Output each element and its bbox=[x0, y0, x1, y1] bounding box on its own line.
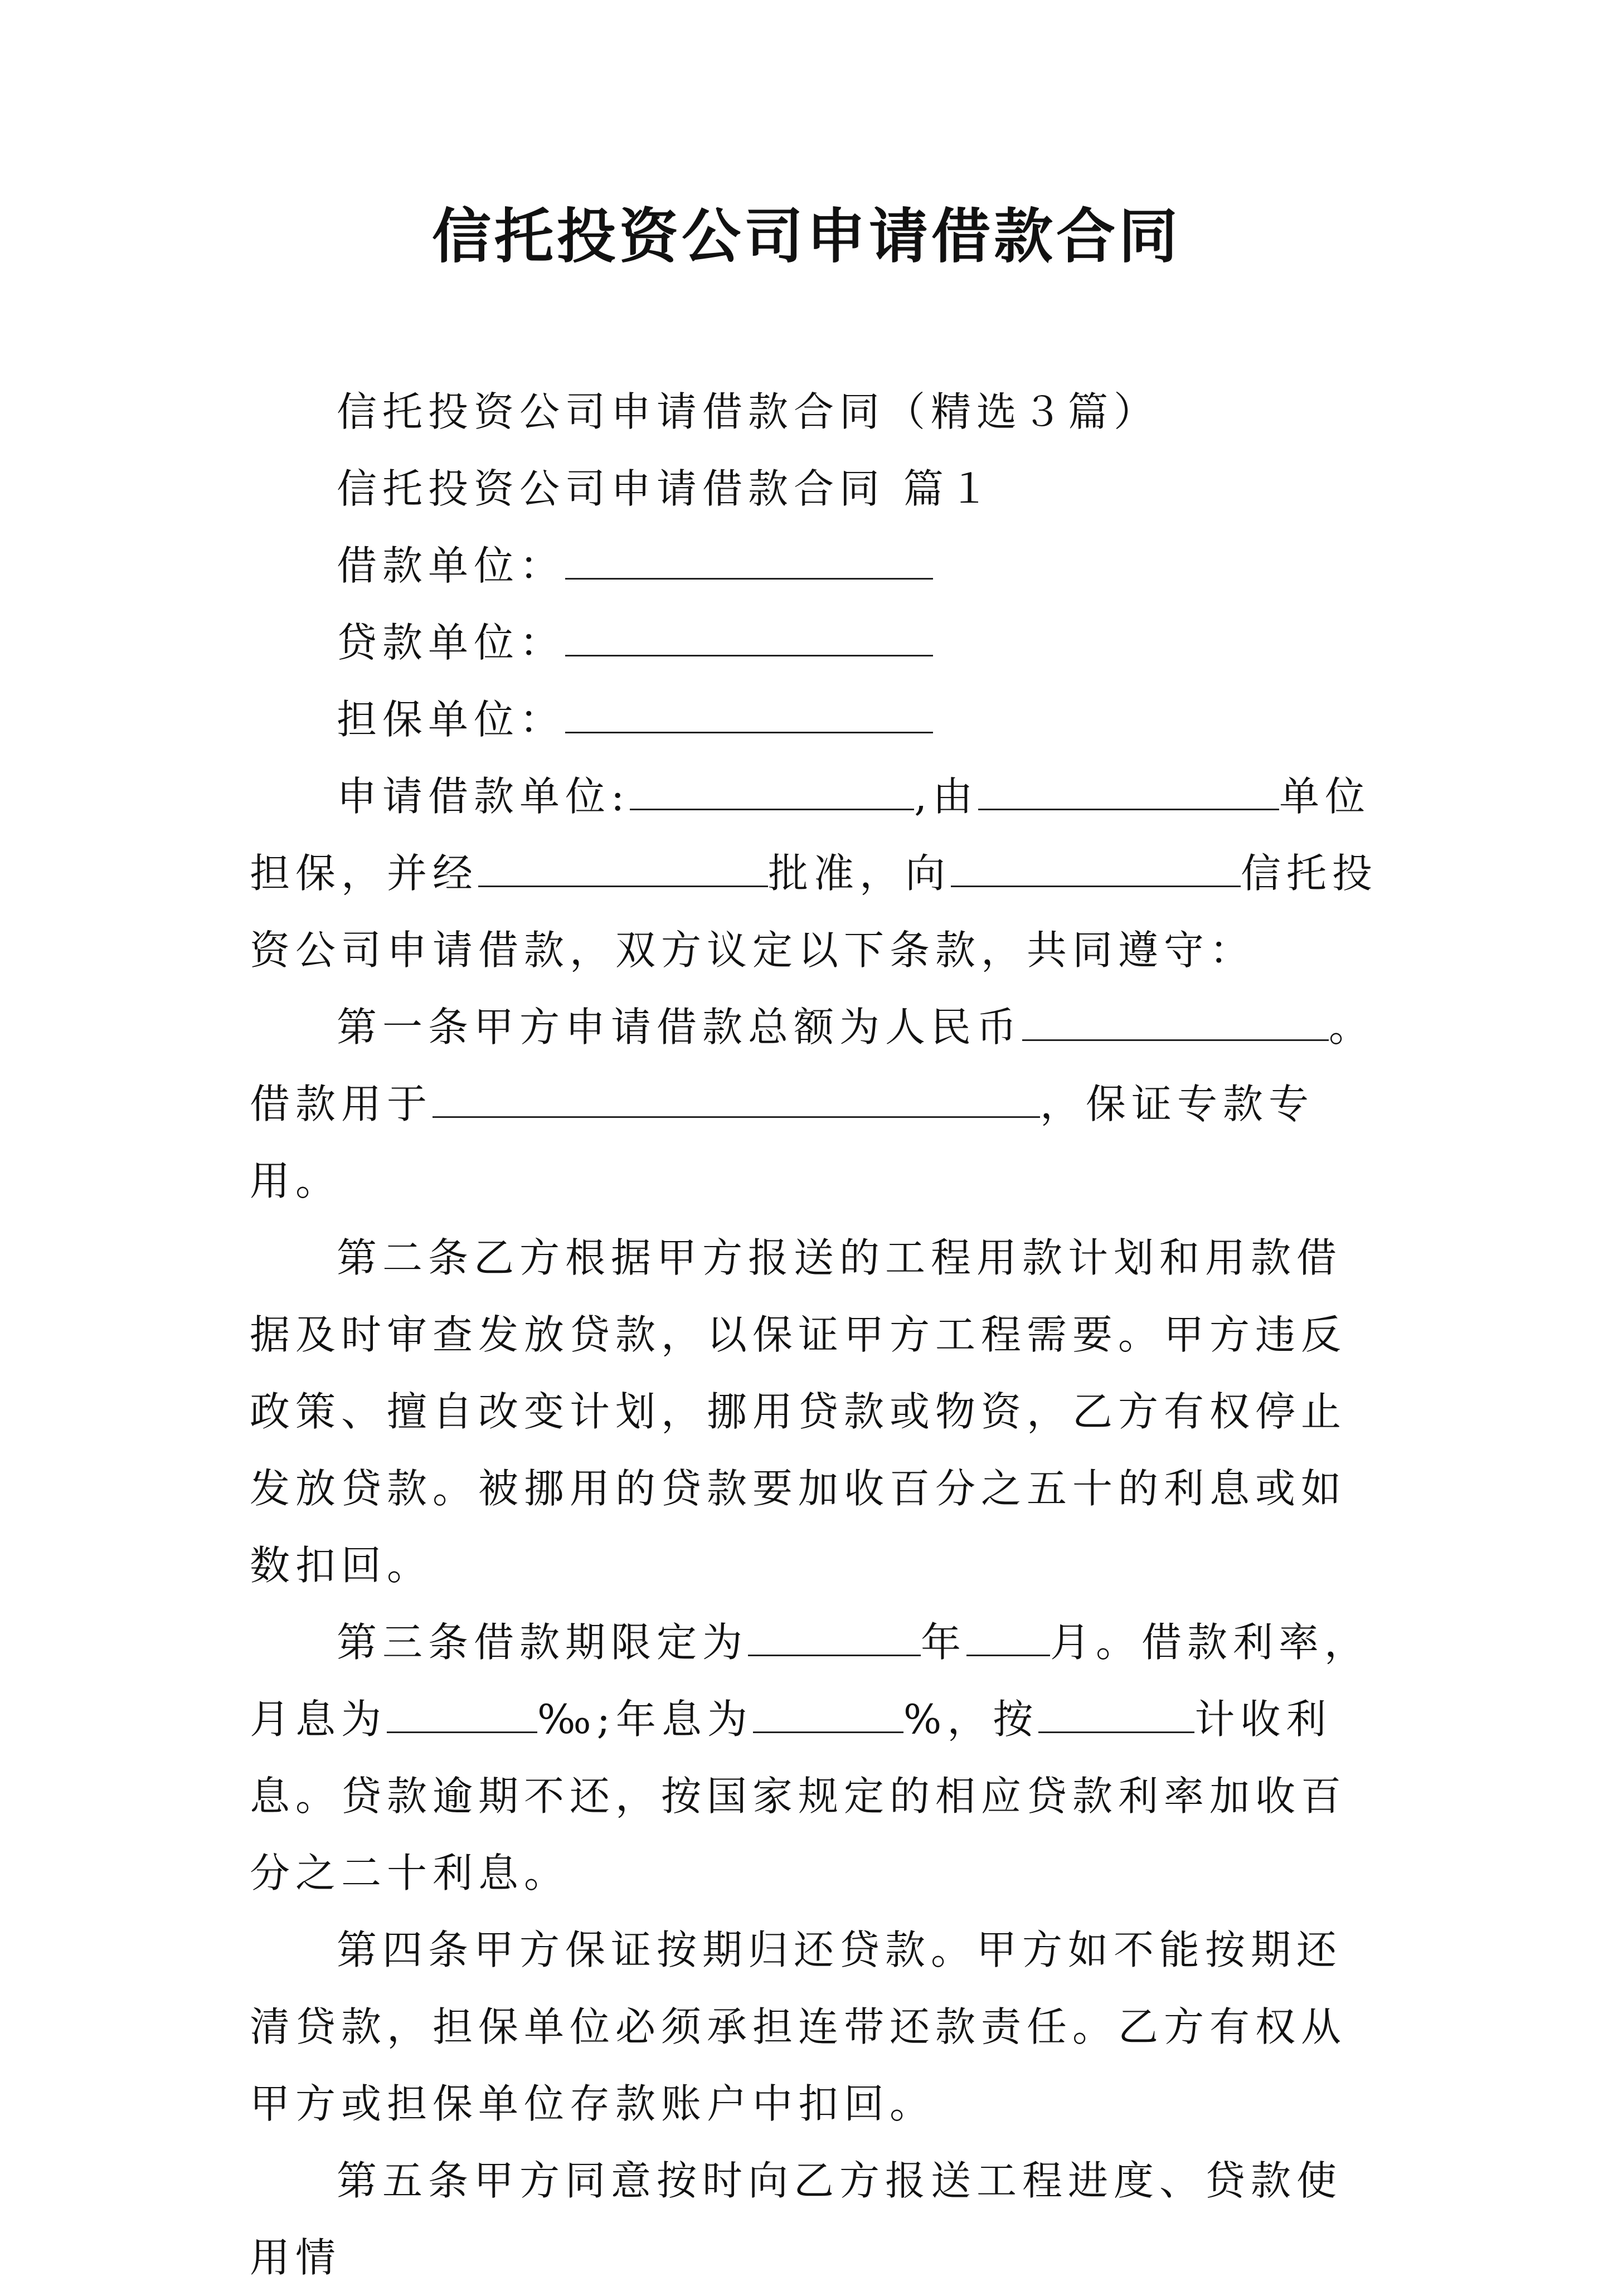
applicant-label: 申请借款单位: bbox=[337, 773, 630, 820]
months-blank bbox=[966, 1621, 1050, 1656]
interest-method-blank bbox=[1038, 1698, 1194, 1733]
loan-purpose-blank bbox=[433, 1083, 1040, 1118]
approved-text: 批准，向 bbox=[768, 850, 951, 897]
guarantee-unit-blank bbox=[978, 775, 1279, 810]
applicant-blank bbox=[630, 775, 914, 810]
article-3-text-g: 款逾期不还，按国家规定的相应贷款利率加收百分之二十利 bbox=[250, 1773, 1347, 1896]
trust-company-blank bbox=[951, 852, 1241, 887]
agreement-text: 托投资公司申请借款，双方议定以下条款，共同遵守： bbox=[250, 850, 1378, 974]
by-text: ,由 bbox=[914, 773, 979, 820]
article-1 bbox=[250, 989, 1381, 1219]
loan-amount-blank bbox=[1022, 1006, 1329, 1041]
article-4: 第四条甲方保证按期归还贷款。甲方如不能按期还清贷款，担保单位必须承担连带还款责任。乙方有权从甲方或担保单位存款账户中扣回。 bbox=[250, 1927, 1347, 2127]
article-5: 第五条甲方同意按时向乙方报送工程进度、贷款使用情 bbox=[250, 2157, 1343, 2281]
approval-text: 单位担保，并经 bbox=[250, 773, 1371, 897]
guarantor-label: 担保单位： bbox=[337, 696, 566, 743]
article-2: 第二条乙方根据甲方报送的工程用款计划和用款借据及时审查发放贷款，以保证甲方工程需要。甲方违反政策、擅自改变计划，挪用贷款或物资，乙方有权停止发放贷款。被挪用的贷款要加收百分之五十的利息或如数扣回。 bbox=[250, 1234, 1347, 1589]
approver-blank bbox=[478, 852, 768, 887]
lender-label: 贷款单位： bbox=[337, 619, 566, 666]
article-3-text-b: 月。借款利率，月 bbox=[250, 1619, 1371, 1743]
article-3-text-d: ‰;年息为 bbox=[537, 1696, 753, 1743]
borrower-blank bbox=[565, 544, 933, 580]
guarantor-blank bbox=[565, 698, 933, 733]
article-3-text-c: 息为 bbox=[295, 1696, 387, 1743]
application-paragraph bbox=[250, 758, 1381, 989]
annual-rate-blank bbox=[753, 1698, 903, 1733]
section-heading: 信托投资公司申请借款合同 篇１ bbox=[337, 465, 995, 512]
document-body bbox=[250, 373, 1381, 2296]
document-title: 信托投资公司申请借款合同 bbox=[432, 202, 1181, 271]
article-3-text-h: 息。 bbox=[478, 1850, 570, 1896]
lender-line bbox=[250, 604, 1381, 681]
subtitle-line: 信托投资公司申请借款合同（精选３篇） bbox=[337, 388, 1160, 435]
article-1-text-c: 款用于 bbox=[295, 1081, 433, 1127]
guarantor-line bbox=[250, 681, 1381, 758]
lender-blank bbox=[565, 621, 933, 656]
years-blank bbox=[748, 1621, 921, 1656]
article-1-text-d: ，保证专款专用。 bbox=[250, 1081, 1315, 1204]
borrower-line bbox=[250, 527, 1381, 604]
trust-text: 信 bbox=[1241, 850, 1287, 897]
article-1-text: 第一条甲方申请借款总额为人民币 bbox=[337, 1004, 1023, 1050]
borrower-label: 借款单位： bbox=[337, 542, 566, 589]
article-1-text-b: 。借 bbox=[250, 1004, 1375, 1127]
article-3 bbox=[250, 1604, 1381, 1911]
article-3-text: 第三条借款期限定为 bbox=[337, 1619, 749, 1666]
monthly-rate-blank bbox=[387, 1698, 537, 1733]
article-3-text-e: %，按 bbox=[903, 1696, 1039, 1743]
article-3-text-f: 计收利息。贷 bbox=[250, 1696, 1332, 1820]
year-unit: 年 bbox=[921, 1619, 967, 1666]
